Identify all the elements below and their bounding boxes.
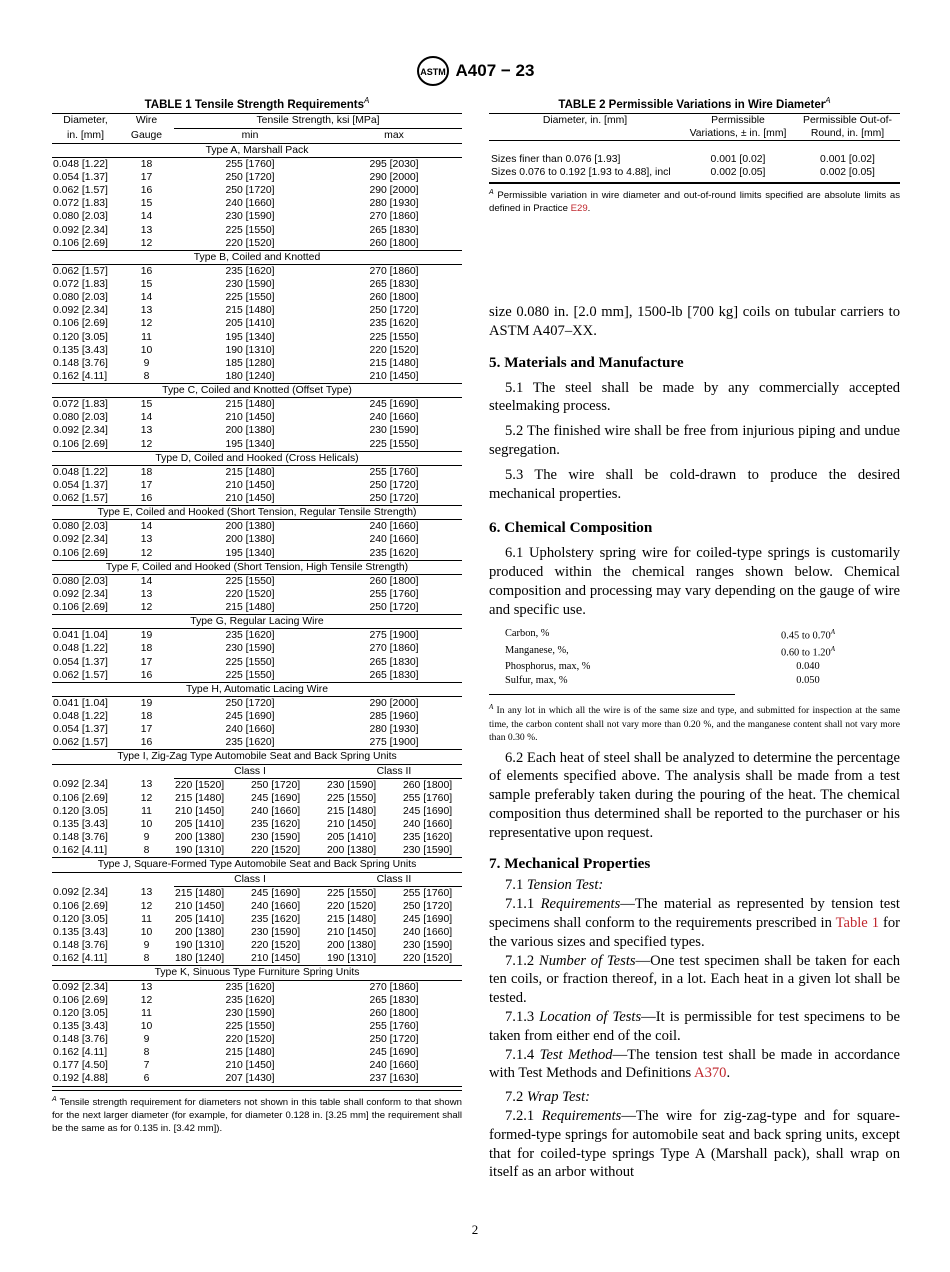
table-row: 0.177 [4.50] 7 210 [1450] 240 [1660] <box>53 1060 419 1072</box>
table-row: 0.054 [1.37] 17 240 [1660] 280 [1930] <box>53 724 419 736</box>
table1 <box>52 113 462 1087</box>
right-column <box>489 93 900 1181</box>
table-row: 0.041 [1.04] 19 235 [1620] 275 [1900] <box>53 630 419 642</box>
table-row: 0.048 [1.22] 18 245 [1690] 285 [1960] <box>53 711 419 723</box>
table-row: 0.054 [1.37] 17 210 [1450] 250 [1720] <box>53 479 419 491</box>
table-row: 0.192 [4.88] 6 207 [1430] 237 [1630] <box>52 1072 462 1086</box>
table-row: 0.072 [1.83] 15 215 [1480] 245 [1690] <box>53 399 419 411</box>
table-row: 0.092 [2.34] 13 225 [1550] 265 [1830] <box>53 224 419 236</box>
table-row: Sizes 0.076 to 0.192 [1.93 to 4.88], incl 0.002 [0.05] 0.002 [0.05] <box>489 166 900 183</box>
table-row: 0.054 [1.37] 17 250 [1720] 290 [2000] <box>53 172 419 184</box>
table-row: 0.120 [3.05] 11 205 [1410] 235 [1620] 215 [1480] 245 [1690] <box>53 913 453 925</box>
table-row: 0.106 [2.69] 12 195 [1340] 235 [1620] <box>52 547 462 561</box>
paragraph-5-3: 5.3 The wire shall be cold-drawn to produce the desired mechanical properties. <box>489 466 900 502</box>
paragraph-7-1-4: 7.1.4 Test Method—The tension test shall be made in accordance with Test Methods and Definitions A370. <box>489 1046 900 1082</box>
body-text <box>489 303 900 1182</box>
a370-link[interactable]: A370 <box>694 1065 727 1082</box>
t2-header-perm: Permissible Variations, ± in. [mm] <box>689 114 787 139</box>
table-row: 0.062 [1.57] 16 225 [1550] 265 [1830] <box>52 669 462 683</box>
table-row: 0.120 [3.05] 11 195 [1340] 225 [1550] <box>53 331 419 343</box>
table-row: 0.148 [3.76] 9 220 [1520] 250 [1720] <box>53 1034 419 1046</box>
paragraph-6-2: 6.2 Each heat of steel shall be analyzed to determine the percentage of elements specified above. The analysis shall be made from a test sample preferably taken during the pouring of the heat. The chemical composition thus determined shall be reported to the purchaser or his representative upon request. <box>489 749 900 841</box>
chemical-ranges <box>505 626 861 688</box>
table-row: 0.148 [3.76] 9 200 [1380] 230 [1590] 205 [1410] 235 [1620] <box>53 832 453 844</box>
page-header <box>0 55 950 87</box>
section-7-heading: 7. Mechanical Properties <box>489 855 651 873</box>
table-row: 0.162 [4.11] 8 180 [1240] 210 [1450] 190 [1310] 220 [1520] <box>52 952 462 966</box>
table-row: 0.062 [1.57] 16 235 [1620] 275 [1900] <box>52 736 462 750</box>
table-row: 0.092 [2.34] 13 220 [1520] 250 [1720] 230 [1590] 260 [1800] <box>53 779 453 791</box>
table2-footnote: $^A$ Permissible variation in wire diameter and out-of-round limits specified are absolute limits as defined in Practice E29. <box>489 183 900 215</box>
section-6-heading: 6. Chemical Composition <box>489 519 653 537</box>
page-number: 2 <box>471 1222 479 1237</box>
table-row: 0.106 [2.69] 12 215 [1480] 245 [1690] 225 [1550] 255 [1760] <box>53 792 453 804</box>
table-row: 0.048 [1.22] 18 215 [1480] 255 [1760] <box>53 466 419 478</box>
table-row: 0.162 [4.11] 8 190 [1310] 220 [1520] 200 [1380] 230 [1590] <box>52 844 462 858</box>
header-wire: Wire <box>135 115 158 127</box>
section-title: Type E, Coiled and Hooked (Short Tension, Regular Tensile Strength) <box>52 506 462 520</box>
table-row: 0.041 [1.04] 19 250 [1720] 290 [2000] <box>53 697 419 709</box>
table-row: 0.135 [3.43] 10 200 [1380] 230 [1590] 210 [1450] 240 [1660] <box>53 927 453 939</box>
section-title: Type G, Regular Lacing Wire <box>52 615 462 629</box>
table-row: 0.135 [3.43] 10 225 [1550] 255 [1760] <box>53 1020 419 1032</box>
designation: A407 − 23 <box>455 61 535 80</box>
table-row: 0.162 [4.11] 8 215 [1480] 245 [1690] <box>53 1047 419 1059</box>
table-row: 0.080 [2.03] 14 210 [1450] 240 [1660] <box>53 412 419 424</box>
paragraph-5-2: 5.2 The finished wire shall be free from injurious piping and undue segregation. <box>489 423 900 458</box>
table-row: Sulfur, max, % 0.050 <box>505 674 820 686</box>
table-row: 0.062 [1.57] 16 235 [1620] 270 [1860] <box>53 265 419 277</box>
table-row: 0.135 [3.43] 10 190 [1310] 220 [1520] <box>53 344 419 356</box>
paragraph-7-1-1: 7.1.1 Requirements—The material as represented by tension test specimens shall conform to the requirements prescribed in Table 1 for the various sizes and specified types. <box>489 896 900 950</box>
paragraph-6-1: 6.1 Upholstery spring wire for coiled-type springs is customarily produced within the chemical ranges shown below. Chemical composition and processing may vary depending on the gauge of wire and specific use. <box>489 545 900 618</box>
table-row: 0.106 [2.69] 12 215 [1480] 250 [1720] <box>52 601 462 615</box>
class-header: Class I Class II <box>52 872 462 886</box>
table-row: 0.148 [3.76] 9 190 [1310] 220 [1520] 200 [1380] 230 [1590] <box>53 940 453 952</box>
section-title: Type A, Marshall Pack <box>52 143 462 157</box>
section-title: Type I, Zig-Zag Type Automobile Seat and Back Spring Units <box>52 750 462 764</box>
table-row: 0.162 [4.11] 8 180 [1240] 210 [1450] <box>52 370 462 384</box>
table-row: Sizes finer than 0.076 [1.93] 0.001 [0.02] 0.001 [0.02] <box>491 153 875 165</box>
table-row: 0.092 [2.34] 13 235 [1620] 270 [1860] <box>53 981 419 993</box>
table1-title: TABLE 1 Tensile Strength Requirements$^A$ <box>144 96 370 111</box>
astm-logo-icon <box>416 55 450 87</box>
header-diameter-unit: in. [mm] <box>67 129 104 141</box>
table2-title: TABLE 2 Permissible Variations in Wire Diameter$^A$ <box>558 96 831 111</box>
table-row: 0.092 [2.34] 13 200 [1380] 240 [1660] <box>53 534 419 546</box>
table-row: 0.072 [1.83] 15 230 [1590] 265 [1830] <box>53 279 419 291</box>
section-title: Type D, Coiled and Hooked (Cross Helicals) <box>52 451 462 465</box>
table-row: 0.080 [2.03] 14 230 [1590] 270 [1860] <box>53 211 419 223</box>
section-title: Type J, Square-Formed Type Automobile Seat and Back Spring Units <box>52 858 462 872</box>
table-row: 0.148 [3.76] 9 185 [1280] 215 [1480] <box>53 357 419 369</box>
paragraph-7-2: 7.2 Wrap Test: <box>505 1089 591 1106</box>
section-title: Type F, Coiled and Hooked (Short Tension, High Tensile Strength) <box>52 560 462 574</box>
table1-footnote: $^A$ Tensile strength requirement for diameters not shown in this table shall conform to that shown for the next larger diameter (for example, for diameter 0.128 in. [3.25 mm] the requirement shall be the same as for 0.135 in. [3.42 mm]). <box>52 1090 462 1135</box>
paragraph-7-2-1: 7.2.1 Requirements—The wire for zig-zag-type and for square-formed-type springs for automobile seat and back spring units, except that for coiled-type springs Type A (Marshall pack), shall wrap on itself as an arbor without <box>489 1108 900 1181</box>
paragraph-7-1: 7.1 Tension Test: <box>505 877 604 894</box>
header-diameter: Diameter, <box>63 115 108 127</box>
class-header: Class I Class II <box>52 764 462 778</box>
section-title: Type C, Coiled and Knotted (Offset Type) <box>52 384 462 398</box>
table-row: Phosphorus, max, % 0.040 <box>505 660 820 672</box>
table-row: 0.080 [2.03] 14 200 [1380] 240 [1660] <box>53 521 419 533</box>
table-row: 0.135 [3.43] 10 205 [1410] 235 [1620] 210 [1450] 240 [1660] <box>53 819 453 831</box>
t2-header-diameter: Diameter, in. [mm] <box>542 114 628 126</box>
table-row: 0.106 [2.69] 12 210 [1450] 240 [1660] 220 [1520] 250 [1720] <box>53 900 453 912</box>
header-wire-unit: Gauge <box>130 129 163 141</box>
table-row: Carbon, % 0.45 to $0.70^A$ <box>505 627 835 642</box>
table-row: 0.106 [2.69] 12 220 [1520] 260 [1800] <box>52 237 462 251</box>
chem-footnote: $^A$ In any lot in which all the wire is of the same size and type, and submitted for inspection at the same time, the carbon content shall not vary more than 0.20 %, and the manganese content shall not vary more than 0.30 %. <box>489 703 900 743</box>
table-row: 0.062 [1.57] 16 250 [1720] 290 [2000] <box>53 185 419 197</box>
section-5-heading: 5. Materials and Manufacture <box>489 353 684 371</box>
paragraph-7-1-2: 7.1.2 Number of Tests—One test specimen shall be taken for each ten coils, or fraction thereof, in a lot. Each heat in a given lot shall be tested. <box>489 952 900 1007</box>
table-row: 0.120 [3.05] 11 230 [1590] 260 [1800] <box>53 1007 419 1019</box>
table-row: 0.092 [2.34] 13 215 [1480] 245 [1690] 225 [1550] 255 [1760] <box>53 887 453 899</box>
header-max: max <box>384 129 404 141</box>
table-row: Manganese, %, 0.60 to $1.20^A$ <box>505 644 835 659</box>
table-row: 0.054 [1.37] 17 225 [1550] 265 [1830] <box>53 656 419 668</box>
table-row: 0.092 [2.34] 13 215 [1480] 250 [1720] <box>53 305 419 317</box>
table-row: 0.080 [2.03] 14 225 [1550] 260 [1800] <box>53 575 419 587</box>
section-title: Type H, Automatic Lacing Wire <box>52 682 462 696</box>
table-row: 0.048 [1.22] 18 230 [1590] 270 [1860] <box>53 643 419 655</box>
table1-block <box>52 93 462 1135</box>
e29-link[interactable]: E29 <box>570 203 588 215</box>
paragraph-7-1-3: 7.1.3 Location of Tests—It is permissible for test specimens to be taken from either end of the coil. <box>489 1009 900 1044</box>
table-row: 0.106 [2.69] 12 235 [1620] 265 [1830] <box>53 994 419 1006</box>
header-min: min <box>241 129 259 141</box>
table-row: 0.092 [2.34] 13 200 [1380] 230 [1590] <box>53 425 419 437</box>
t2-header-oor: Permissible Out-of- Round, in. [mm] <box>803 114 892 139</box>
table-row: 0.072 [1.83] 15 240 [1660] 280 [1930] <box>53 198 419 210</box>
table-row: 0.106 [2.69] 12 195 [1340] 225 [1550] <box>52 438 462 452</box>
table-row: 0.106 [2.69] 12 205 [1410] 235 [1620] <box>53 318 419 330</box>
table1-link[interactable]: Table 1 <box>835 915 880 932</box>
svg-text:ASTM: ASTM <box>419 67 446 77</box>
table-row: 0.120 [3.05] 11 210 [1450] 240 [1660] 215 [1480] 245 [1690] <box>53 805 453 817</box>
paragraph-5-1: 5.1 The steel shall be made by any commercially accepted steelmaking process. <box>489 379 900 415</box>
continuation-paragraph: size 0.080 in. [2.0 mm], 1500-lb [700 kg] coils on tubular carriers to ASTM A407–XX. <box>489 304 900 339</box>
table-row: 0.062 [1.57] 16 210 [1450] 250 [1720] <box>52 492 462 506</box>
table2 <box>489 113 900 183</box>
header-tensile: Tensile Strength, ksi [MPa] <box>174 113 462 128</box>
table-row: 0.092 [2.34] 13 220 [1520] 255 [1760] <box>53 588 419 600</box>
section-title: Type B, Coiled and Knotted <box>52 250 462 264</box>
section-title: Type K, Sinuous Type Furniture Spring Units <box>52 966 462 980</box>
table-row: 0.048 [1.22] 18 255 [1760] 295 [2030] <box>53 158 419 170</box>
table-row: 0.080 [2.03] 14 225 [1550] 260 [1800] <box>53 292 419 304</box>
